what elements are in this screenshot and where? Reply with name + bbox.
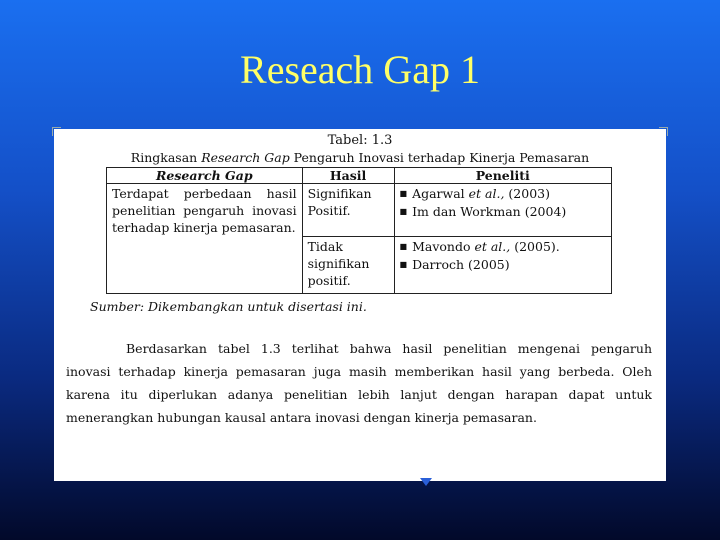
table-header-row [107, 168, 612, 184]
caption-prefix: Ringkasan [130, 150, 202, 165]
body-paragraph [66, 337, 652, 429]
table-row [107, 184, 612, 237]
hasil-cell: Signifikan Positif. [302, 184, 394, 237]
list-item: ■ Darroch (2005) [399, 257, 510, 272]
caption-italic: Research Gap [201, 150, 290, 165]
paragraph-line: menerangkan hubungan kausal antara inovasi dengan kinerja pemasaran. [66, 410, 537, 425]
header-hasil: Hasil [302, 168, 394, 184]
header-peneliti: Peneliti [394, 168, 612, 184]
table-source-note: Sumber: Dikembangkan untuk disertasi ini. [90, 299, 367, 314]
research-gap-table [106, 167, 612, 294]
table-caption-number: Tabel: 1.3 [327, 133, 393, 148]
table-caption-title [54, 150, 666, 165]
slide-title: Reseach Gap 1 [240, 47, 480, 92]
gap-description-cell: Terdapat perbedaan hasil penelitian pengaruh inovasi terhadap kinerja pemasaran. [107, 184, 303, 294]
caption-suffix: Pengaruh Inovasi terhadap Kinerja Pemasaran [289, 150, 590, 165]
list-item: ■ Mavondo et al., (2005). [399, 239, 560, 254]
list-item: ■ Im dan Workman (2004) [399, 204, 567, 219]
paragraph-line: karena itu diperlukan adanya penelitian lebih lanjut dengan harapan dapat untuk [66, 387, 652, 402]
peneliti-cell [394, 184, 612, 237]
paragraph-line: inovasi terhadap kinerja pemasaran juga masih memberikan hasil yang berbeda. Oleh [66, 364, 652, 379]
chevron-down-icon [420, 478, 432, 486]
list-item: ■ Agarwal et al., (2003) [399, 186, 550, 201]
peneliti-cell [394, 237, 612, 294]
hasil-cell: Tidak signifikan positif. [302, 237, 394, 294]
paragraph-line: Berdasarkan tabel 1.3 terlihat bahwa hasil penelitian mengenai pengaruh [126, 341, 652, 356]
header-research-gap: Research Gap [107, 168, 303, 184]
document-image [54, 129, 666, 481]
